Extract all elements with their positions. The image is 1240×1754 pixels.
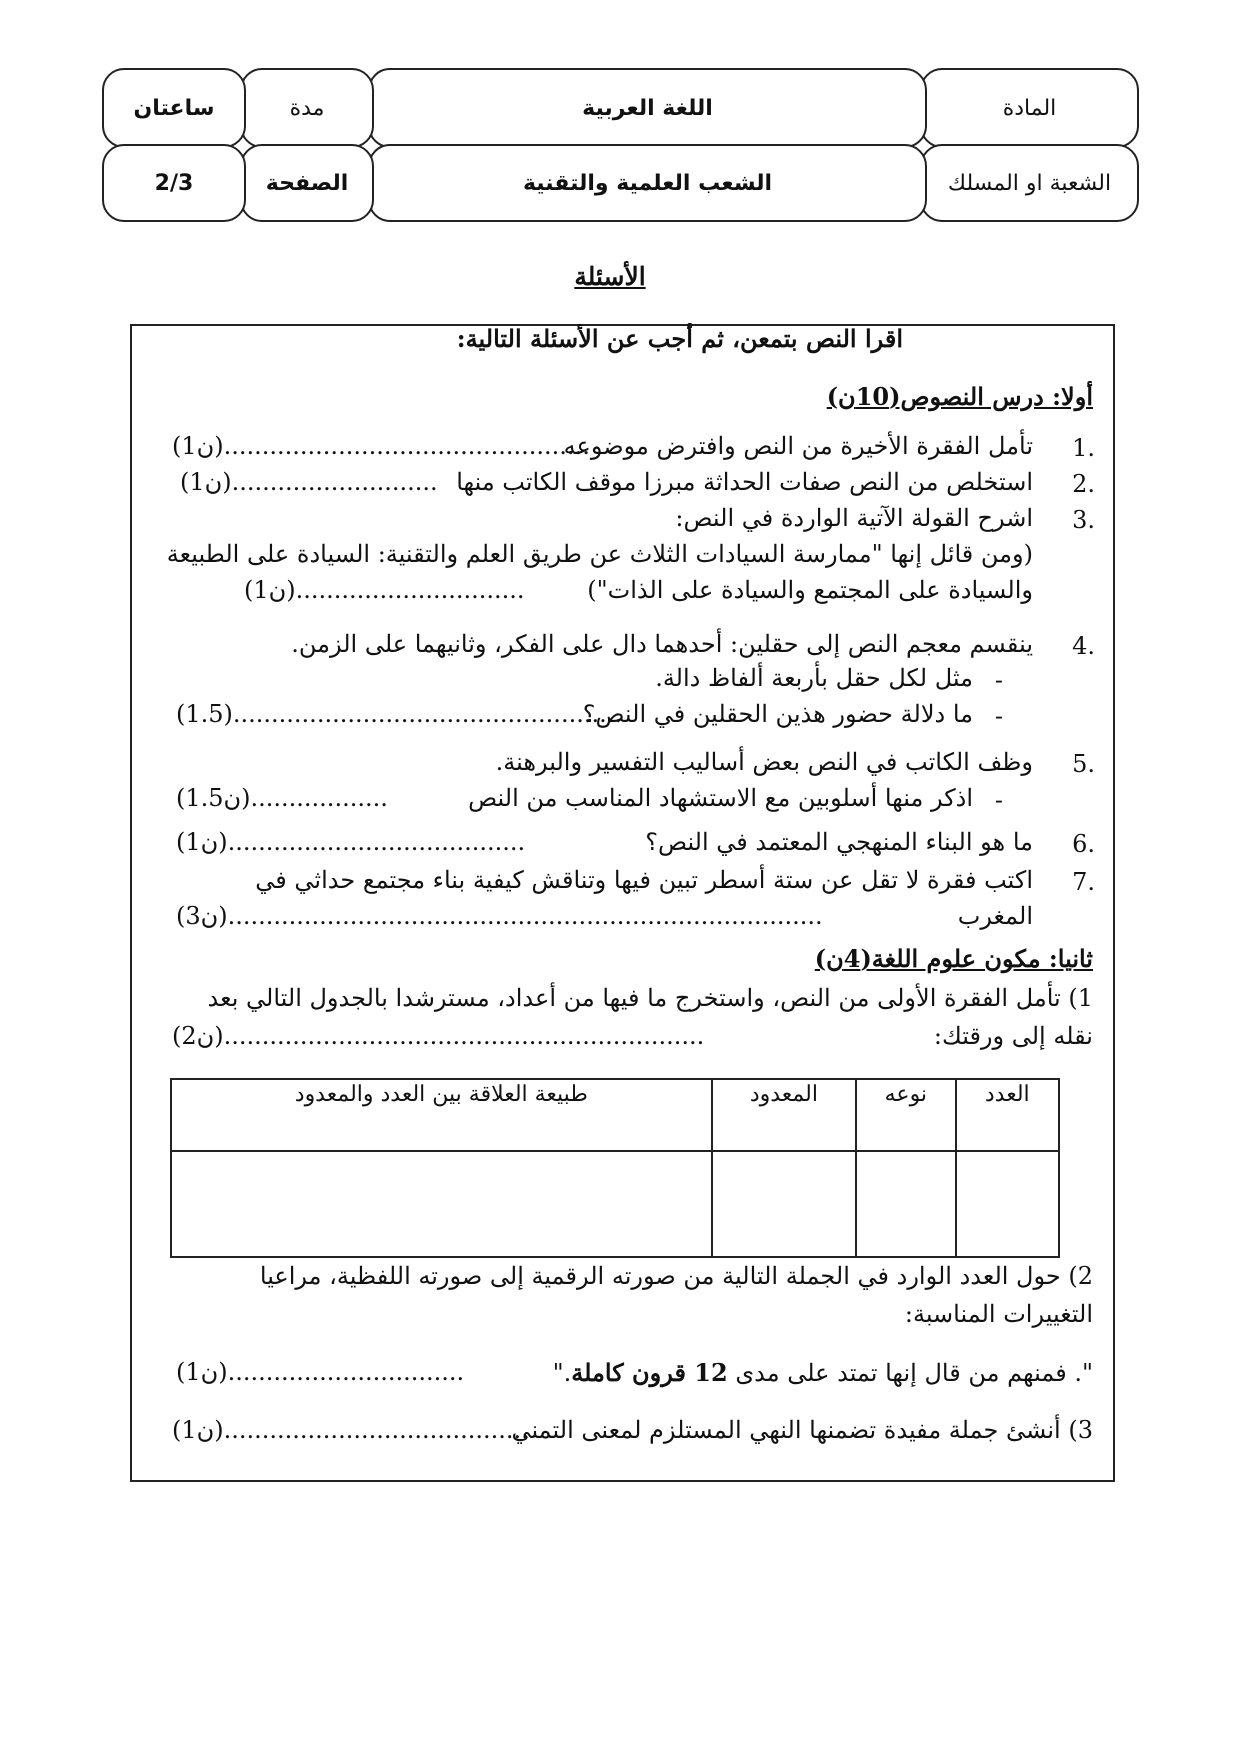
q5-sub1: اذكر منها أسلوبين مع الاستشهاد المناسب من النص xyxy=(468,784,973,812)
table-header-cell: نوعه xyxy=(856,1079,955,1151)
duration-value: ساعتان xyxy=(133,95,215,121)
s2-q1-line1: 1) تأمل الفقرة الأولى من النص، واستخرج ما فيها من أعداد، مسترشدا بالجدول التالي بعد xyxy=(207,984,1093,1012)
subject-value-box xyxy=(368,68,927,148)
q3-quote-line1: (ومن قائل إنها "ممارسة السيادات الثلاث عن طريق العلم والتقنية: السيادة على الطبيعة xyxy=(166,540,1033,568)
q4-sub2-dash: - xyxy=(994,702,1003,730)
branch-value: الشعب العلمية والتقنية xyxy=(522,170,773,196)
duration-label: مدة xyxy=(289,95,325,121)
duration-label-box xyxy=(240,68,374,148)
page-value: 2/3 xyxy=(154,170,194,196)
q6-text: ما هو البناء المنهجي المعتمد في النص؟ xyxy=(645,828,1033,856)
q5-text: وظف الكاتب في النص بعض أساليب التفسير والبرهنة. xyxy=(495,748,1033,776)
q4-sub2: ما دلالة حضور هذين الحقلين في النص؟ xyxy=(582,700,973,728)
table-header-cell: المعدود xyxy=(712,1079,857,1151)
s2-q2-sentence-end: ." xyxy=(552,1359,572,1387)
q5-number: 5. xyxy=(1072,750,1095,778)
s2-q1-score: (2ن)............................................................... xyxy=(172,1022,705,1050)
subject-label: المادة xyxy=(1002,95,1057,121)
table-header-cell: طبيعة العلاقة بين العدد والمعدود xyxy=(171,1079,712,1151)
q2-score: (1ن)........................... xyxy=(180,468,438,496)
q4-sub1: مثل لكل حقل بأربعة ألفاظ دالة. xyxy=(655,664,973,692)
q7-text-line2: المغرب xyxy=(957,902,1033,930)
q1-score: (1ن)................................................ xyxy=(172,432,590,460)
q4-number: 4. xyxy=(1072,632,1095,660)
table-cell xyxy=(171,1151,712,1257)
branch-label-box xyxy=(920,144,1139,222)
q1-text: تأمل الفقرة الأخيرة من النص وافترض موضوعه xyxy=(563,432,1033,460)
q4-score: (1.5)................................................... xyxy=(176,700,622,728)
table-header-row xyxy=(171,1079,1059,1151)
q6-number: 6. xyxy=(1072,830,1095,858)
table-cell xyxy=(712,1151,857,1257)
s2-q3-text: 3) أنشئ جملة مفيدة تضمنها النهي المستلزم لمعنى التمني xyxy=(511,1416,1093,1444)
s2-q1-line2: نقله إلى ورقتك: xyxy=(933,1022,1093,1050)
s2-q2-sentence xyxy=(553,1358,1093,1387)
page-value-box xyxy=(102,144,246,222)
subject-label-box xyxy=(920,68,1139,148)
instruction: اقرا النص بتمعن، ثم أجب عن الأسئلة التالية: xyxy=(456,324,903,353)
s2-q2-line1: 2) حول العدد الوارد في الجملة التالية من صورته الرقمية إلى صورته اللفظية، مراعيا xyxy=(259,1262,1093,1290)
branch-label: الشعبة او المسلك xyxy=(947,170,1112,196)
q2-number: 2. xyxy=(1072,470,1095,498)
section2-heading: ثانيا: مكون علوم اللغة(4ن) xyxy=(814,944,1093,973)
subject-value: اللغة العربية xyxy=(582,95,713,121)
q4-sub1-dash: - xyxy=(994,666,1003,694)
page-title: الأسئلة xyxy=(574,262,646,291)
q7-number: 7. xyxy=(1072,868,1095,896)
q1-number: 1. xyxy=(1072,434,1095,462)
questions-frame xyxy=(130,324,1115,1482)
q2-text: استخلص من النص صفات الحداثة مبرزا موقف الكاتب منها xyxy=(456,468,1033,496)
section1-heading: أولا: درس النصوص(10ن) xyxy=(826,382,1093,411)
q3-quote-line2: والسيادة على المجتمع والسيادة على الذات") xyxy=(587,576,1033,604)
q3-number: 3. xyxy=(1072,506,1095,534)
q3-score: (1ن).............................. xyxy=(244,576,525,604)
s2-q2-sentence-start: ". فمنهم من قال إنها تمتد على مدى xyxy=(735,1359,1093,1387)
s2-q2-line2: التغييرات المناسبة: xyxy=(904,1300,1093,1328)
q4-text: ينقسم معجم النص إلى حقلين: أحدهما دال على الفكر، وثانيهما على الزمن. xyxy=(291,630,1033,658)
s2-q2-bold-number: 12 قرون كاملة xyxy=(571,1358,728,1387)
table-header-cell: العدد xyxy=(956,1079,1059,1151)
numbers-table xyxy=(170,1078,1060,1258)
table-cell xyxy=(856,1151,955,1257)
s2-q3-score: (1ن)........................................ xyxy=(172,1416,529,1444)
s2-q2-score: (1ن)............................... xyxy=(176,1358,465,1386)
q7-text-line1: اكتب فقرة لا تقل عن ستة أسطر تبين فيها وتناقش كيفية بناء مجتمع حداثي في xyxy=(255,866,1033,894)
page-label-box xyxy=(240,144,374,222)
table-cell xyxy=(956,1151,1059,1257)
q6-score: (1ن)....................................... xyxy=(176,828,526,856)
q3-text: اشرح القولة الآتية الواردة في النص: xyxy=(675,504,1033,532)
q7-score: (3ن).............................................................................. xyxy=(176,902,823,930)
branch-value-box xyxy=(368,144,927,222)
page-label: الصفحة xyxy=(265,170,349,196)
q5-sub1-dash: - xyxy=(994,786,1003,814)
duration-value-box xyxy=(102,68,246,148)
table-empty-row xyxy=(171,1151,1059,1257)
q5-score: (1.5ن).................. xyxy=(176,784,388,812)
